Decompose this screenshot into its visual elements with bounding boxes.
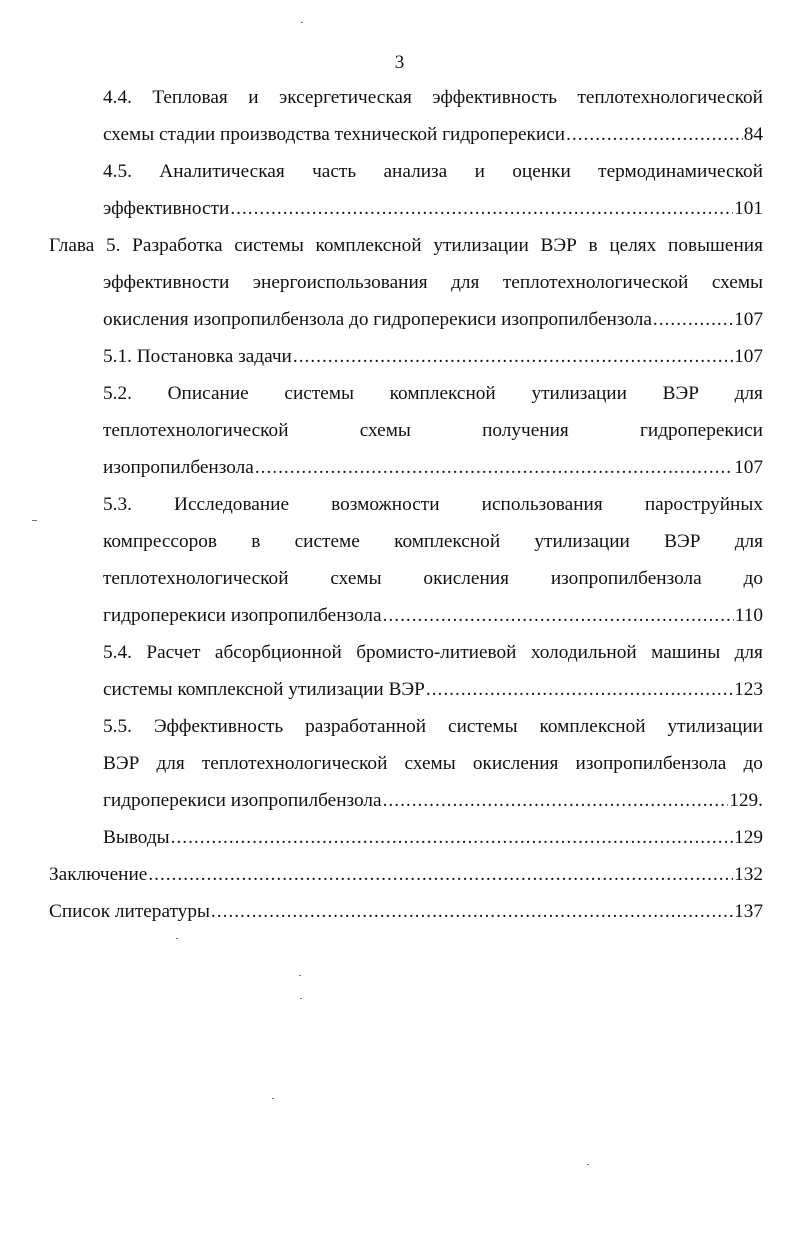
toc-word: для (734, 383, 763, 404)
dot-leader (171, 819, 733, 856)
toc-word: комплексной (389, 383, 496, 404)
toc-word: для (734, 642, 763, 663)
scan-speck (176, 938, 178, 939)
toc-word: анализа (383, 161, 448, 182)
toc-word: Тепловая (152, 87, 228, 108)
page-number: 3 (394, 52, 405, 73)
toc-entry-5-5 (0, 708, 799, 819)
toc-line: 5.1. Постановка задачи (103, 346, 292, 367)
toc-word: часть (312, 161, 357, 182)
toc-word: 5.2. (103, 383, 132, 404)
toc-page-number: 101 (734, 198, 763, 219)
toc-word: до (743, 568, 763, 589)
toc-word: Исследование (174, 494, 290, 515)
scan-speck (32, 520, 37, 521)
toc-word: гидроперекиси (640, 420, 763, 441)
toc-line: Заключение (49, 864, 148, 885)
toc-word: возможности (331, 494, 440, 515)
toc-word: в (251, 531, 261, 552)
toc-word: системы (284, 383, 354, 404)
toc-entry-4-4 (0, 79, 799, 153)
dot-leader (293, 338, 733, 375)
toc-word: комплексной (539, 716, 646, 737)
toc-line: Список литературы (49, 901, 210, 922)
toc-entry-5-3 (0, 486, 799, 634)
toc-word: 5. (106, 235, 121, 256)
toc-word: теплотехнологической (103, 420, 289, 441)
dot-leader (230, 190, 733, 227)
toc-line: системы комплексной утилизации ВЭР (103, 679, 425, 700)
toc-line: изопропилбензола (103, 457, 254, 478)
toc-entry-4-5 (0, 153, 799, 227)
toc-word: схемы (711, 272, 763, 293)
toc-entry-5-2 (0, 375, 799, 486)
toc-page-number: 137 (734, 901, 763, 922)
toc-word: системы (234, 235, 304, 256)
toc-word: схемы (330, 568, 382, 589)
toc-word: эксергетическая (278, 87, 412, 108)
toc-word: теплотехнологической (103, 568, 289, 589)
scan-speck (301, 22, 303, 23)
toc-word: в (588, 235, 598, 256)
toc-page-number: 129. (729, 790, 763, 811)
toc-line: гидроперекиси изопропилбензола (103, 790, 382, 811)
toc-word: для (734, 531, 763, 552)
toc-word: окисления (423, 568, 509, 589)
toc-word: изопропилбензола (550, 568, 702, 589)
toc-word: ВЭР (103, 753, 140, 774)
toc-word: схемы (404, 753, 456, 774)
toc-line: эффективности (103, 198, 230, 219)
scan-speck (272, 1098, 274, 1099)
table-of-contents (0, 79, 799, 930)
scan-speck (587, 1164, 589, 1165)
toc-word: пароструйных (644, 494, 763, 515)
toc-word: теплотехнологической (201, 753, 388, 774)
dot-leader (211, 893, 733, 930)
toc-word: Разработка (132, 235, 223, 256)
dot-leader (653, 301, 733, 338)
toc-page-number: 107 (734, 309, 763, 330)
toc-word: утилизации (433, 235, 529, 256)
toc-page-number: 84 (743, 124, 763, 145)
toc-page-number: 132 (734, 864, 763, 885)
toc-word: оценки (512, 161, 571, 182)
toc-entry-5-4 (0, 634, 799, 708)
toc-word: термодинамической (598, 161, 763, 182)
toc-word: бромисто-литиевой (356, 642, 517, 663)
dot-leader (426, 671, 733, 708)
toc-page-number: 129 (734, 827, 763, 848)
toc-word: целях (609, 235, 657, 256)
toc-word: 5.5. (103, 716, 132, 737)
toc-word: ВЭР (540, 235, 577, 256)
toc-word: теплотехнологической (502, 272, 689, 293)
toc-word: энергоиспользования (252, 272, 428, 293)
toc-word: эффективность (432, 87, 558, 108)
toc-line: окисления изопропилбензола до гидроперекиси изопропилбензола (103, 309, 652, 330)
toc-word: до (743, 753, 763, 774)
dot-leader (383, 597, 734, 634)
toc-word: Описание (167, 383, 249, 404)
toc-page-number: 123 (734, 679, 763, 700)
toc-word: для (451, 272, 480, 293)
dot-leader (383, 782, 729, 819)
toc-word: утилизации (531, 383, 627, 404)
toc-word: Глава (49, 235, 95, 256)
toc-word: компрессоров (103, 531, 218, 552)
scan-speck (299, 975, 301, 976)
toc-word: машины (651, 642, 721, 663)
toc-word: холодильной (530, 642, 637, 663)
toc-line: Выводы (103, 827, 170, 848)
toc-word: окисления (472, 753, 559, 774)
toc-word: разработанной (305, 716, 427, 737)
toc-page-number: 107 (734, 457, 763, 478)
dot-leader (255, 449, 733, 486)
toc-word: Расчет (146, 642, 201, 663)
toc-word: эффективности (103, 272, 230, 293)
toc-entry-summary (0, 856, 799, 893)
toc-entry-references (0, 893, 799, 930)
toc-entry-chapter-5 (0, 227, 799, 338)
dot-leader (148, 856, 733, 893)
toc-word: ВЭР (662, 383, 699, 404)
toc-word: 4.5. (103, 161, 132, 182)
toc-line: схемы стадии производства технической гидроперекиси (103, 124, 566, 145)
toc-page-number: 107 (734, 346, 763, 367)
dot-leader (566, 116, 743, 153)
toc-word: 4.4. (103, 87, 132, 108)
toc-page-number: 110 (734, 605, 763, 626)
toc-word: ВЭР (664, 531, 701, 552)
toc-word: 5.4. (103, 642, 132, 663)
toc-word: получения (482, 420, 569, 441)
scan-speck (300, 998, 302, 999)
toc-word: абсорбционной (214, 642, 342, 663)
toc-word: повышения (668, 235, 763, 256)
toc-word: утилизации (534, 531, 630, 552)
toc-entry-5-1 (0, 338, 799, 375)
toc-word: теплотехнологической (577, 87, 763, 108)
toc-word: Аналитическая (159, 161, 285, 182)
toc-word: и (474, 161, 485, 182)
toc-entry-conclusions (0, 819, 799, 856)
toc-word: комплексной (394, 531, 501, 552)
toc-word: 5.3. (103, 494, 132, 515)
toc-word: системе (294, 531, 360, 552)
toc-line: гидроперекиси изопропилбензола (103, 605, 382, 626)
toc-word: комплексной (315, 235, 422, 256)
toc-word: системы (448, 716, 518, 737)
toc-word: для (156, 753, 185, 774)
toc-word: изопропилбензола (575, 753, 727, 774)
toc-word: и (248, 87, 259, 108)
toc-word: Эффективность (153, 716, 284, 737)
toc-word: использования (481, 494, 603, 515)
toc-word: схемы (359, 420, 411, 441)
toc-word: утилизации (667, 716, 763, 737)
